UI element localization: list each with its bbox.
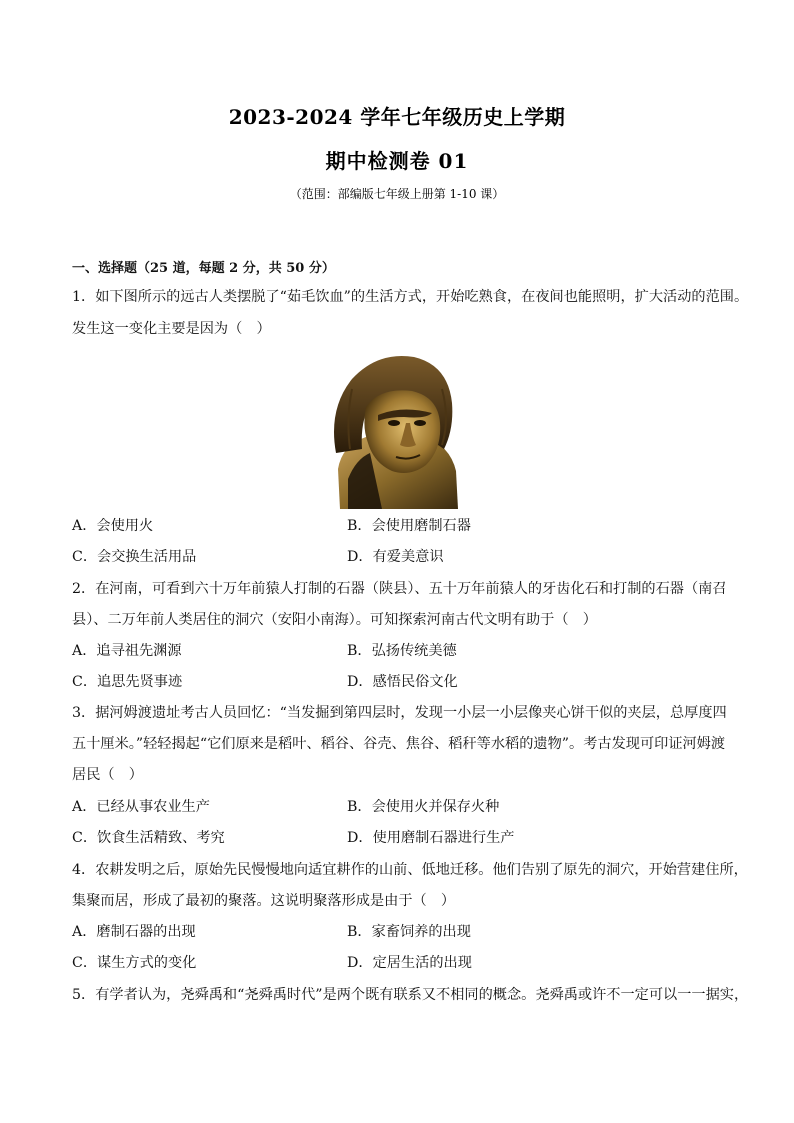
question-4-option-a: A．磨制石器的出现	[72, 924, 196, 940]
question-3-option-b: B．会使用火并保存火种	[347, 799, 500, 815]
question-1-option-c: C．会交换生活用品	[72, 549, 197, 565]
section-heading: 一、选择题（25 道，每题 2 分，共 50 分）	[72, 261, 335, 276]
question-3-option-d: D．使用磨制石器进行生产	[347, 830, 515, 846]
question-2-line-2: 县）、二万年前人类居住的洞穴（安阳小南海）。可知探索河南古代文明有助于（ ）	[72, 612, 597, 628]
peking-man-bust-icon	[322, 349, 462, 509]
question-1-option-a: A．会使用火	[72, 518, 154, 534]
question-2-option-c: C．追思先贤事迹	[72, 674, 183, 690]
question-1-option-d: D．有爱美意识	[347, 549, 444, 565]
question-3-line-3: 居民（ ）	[72, 767, 143, 783]
question-2-option-d: D．感悟民俗文化	[347, 674, 458, 690]
question-2-option-b: B．弘扬传统美德	[347, 643, 457, 659]
exam-scope: （范围：部编版七年级上册第 1-10 课）	[289, 187, 505, 201]
question-4-option-b: B．家畜饲养的出现	[347, 924, 471, 940]
question-2-line-1: 2．在河南，可看到六十万年前猿人打制的石器（陕县）、五十万年前猿人的牙齿化石和打制的石器（南召	[72, 581, 727, 597]
exam-subtitle: 期中检测卷 01	[325, 149, 469, 173]
question-4-option-d: D．定居生活的出现	[347, 955, 472, 971]
exam-title: 2023-2024 学年七年级历史上学期	[228, 105, 566, 129]
question-4-line-1: 4．农耕发明之后，原始先民慢慢地向适宜耕作的山前、低地迁移。他们告别了原先的洞穴，开始营建住所，	[72, 862, 748, 878]
question-3-option-a: A．已经从事农业生产	[72, 799, 210, 815]
question-3-option-c: C．饮食生活精致、考究	[72, 830, 225, 846]
question-1-line-1: 1．如下图所示的远古人类摆脱了“茹毛饮血”的生活方式，开始吃熟食，在夜间也能照明，扩大活动的范围。	[72, 289, 749, 305]
question-4-line-2: 集聚而居，形成了最初的聚落。这说明聚落形成是由于（ ）	[72, 893, 456, 909]
question-3-line-2: 五十厘米。”轻轻揭起“它们原来是稻叶、稻谷、谷壳、焦谷、稻秆等水稻的遗物”。考古发现可印证河姆渡	[72, 736, 726, 752]
question-4-option-c: C．谋生方式的变化	[72, 955, 197, 971]
question-5-line-1: 5．有学者认为，尧舜禹和“尧舜禹时代”是两个既有联系又不相同的概念。尧舜禹或许不一定可以一一据实，	[72, 987, 749, 1003]
question-2-option-a: A．追寻祖先渊源	[72, 643, 182, 659]
question-1-line-2: 发生这一变化主要是因为（ ）	[72, 321, 271, 337]
question-1-option-b: B．会使用磨制石器	[347, 518, 471, 534]
question-3-line-1: 3．据河姆渡遗址考古人员回忆：“当发掘到第四层时，发现一小层一小层像夹心饼干似的夹层，总厚度四	[72, 705, 727, 721]
